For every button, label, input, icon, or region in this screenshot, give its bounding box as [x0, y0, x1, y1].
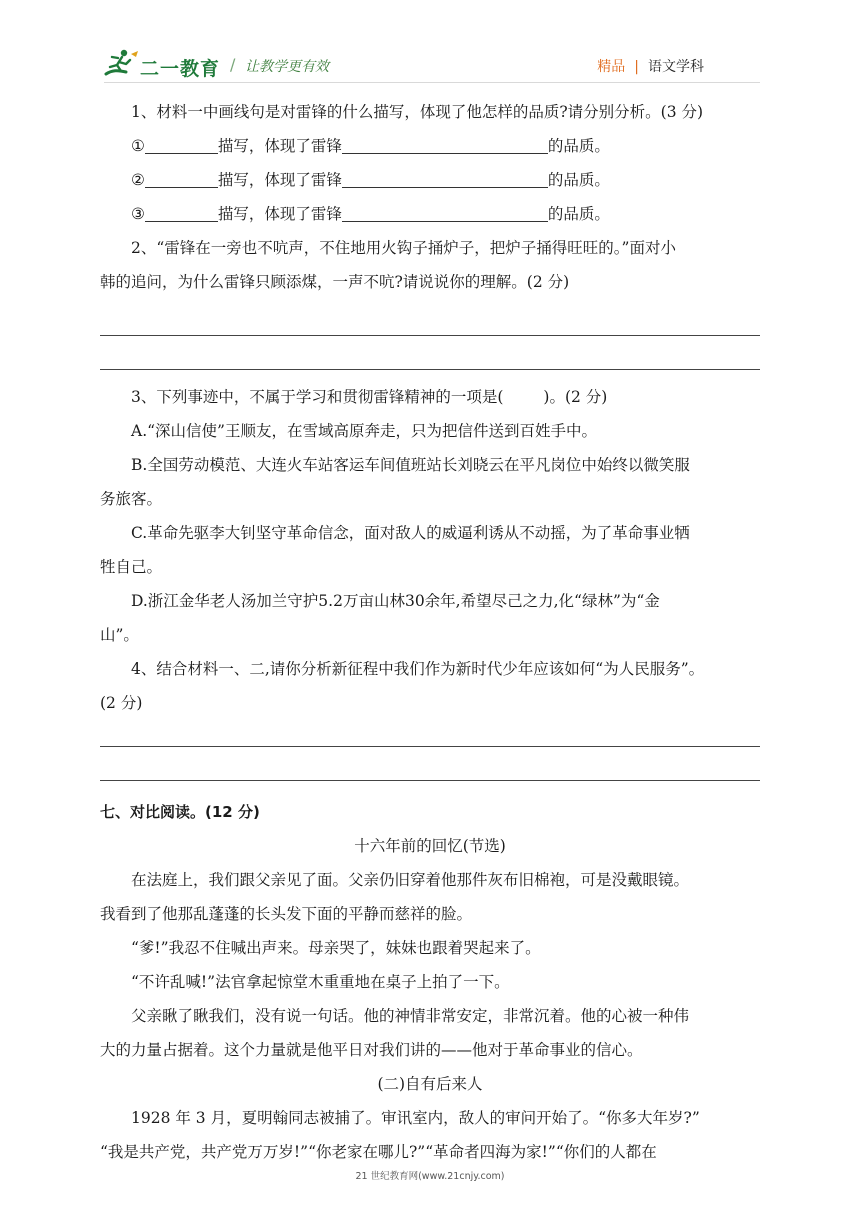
page-footer: 21 世纪教育网(www.21cnjy.com) [355, 1171, 505, 1182]
document-body [100, 95, 760, 1169]
row-number: ① [131, 137, 145, 155]
question-4-line-1: 4、结合材料一、二,请你分析新征程中我们作为新时代少年应该如何“为人民服务”。 [131, 660, 705, 678]
slogan: 让教学更有效 [245, 59, 329, 75]
premium-label: 精品 [597, 59, 626, 75]
subject-label: 语文学科 [648, 59, 704, 75]
row-end-text: 的品质。 [547, 205, 610, 223]
section-7-heading: 七、对比阅读。(12 分) [100, 803, 260, 821]
row-middle-text: 描写，体现了雷锋 [217, 171, 342, 189]
passage-2-para-1a: 1928 年 3 月，夏明翰同志被捕了。审讯室内，敌人的审问开始了。“你多大年岁?” [131, 1109, 700, 1127]
answer-blank[interactable] [145, 138, 218, 155]
row-number: ③ [131, 205, 145, 223]
question-3-stem-a: 3、下列事迹中，不属于学习和贯彻雷锋精神的一项是( [131, 388, 504, 406]
passage-2-para-1b: “我是共产党，共产党万万岁!”“你老家在哪儿?”“革命者四海为家!”“你们的人都在 [100, 1143, 657, 1161]
question-1-row-1 [100, 129, 760, 163]
header-divider: | [634, 59, 639, 75]
passage-1-para-3: “不许乱喊!”法官拿起惊堂木重重地在桌子上拍了一下。 [131, 973, 510, 991]
answer-blank[interactable] [342, 172, 548, 189]
option-d-line-2: 山”。 [100, 626, 139, 644]
answer-blank[interactable] [145, 172, 218, 189]
option-d-line-1: D.浙江金华老人汤加兰守护5.2万亩山林30余年,希望尽己之力,化“绿林”为“金 [131, 592, 660, 610]
option-c-line-1: C.革命先驱李大钊坚守革命信念，面对敌人的威逼利诱从不动摇，为了革命事业牺 [131, 524, 690, 542]
row-middle-text: 描写，体现了雷锋 [217, 205, 342, 223]
passage-1-para-2: “爹!”我忍不住喊出声来。母亲哭了，妹妹也跟着哭起来了。 [131, 939, 541, 957]
option-c-line-2: 牲自己。 [100, 558, 163, 576]
header-rule [104, 82, 760, 83]
answer-blank[interactable] [342, 138, 548, 155]
logo-text: 二一教育 [140, 58, 221, 80]
passage-1-title: 十六年前的回忆(节选) [354, 837, 506, 855]
row-middle-text: 描写，体现了雷锋 [217, 137, 342, 155]
passage-1-para-1a: 在法庭上，我们跟父亲见了面。父亲仍旧穿着他那件灰布旧棉袍，可是没戴眼镜。 [131, 871, 690, 889]
passage-2-title: (二)自有后来人 [377, 1075, 483, 1093]
slogan-separator: / [230, 55, 236, 74]
question-1-row-2 [100, 163, 760, 197]
passage-1-para-4a: 父亲瞅了瞅我们，没有说一句话。他的神情非常安定，非常沉着。他的心被一种伟 [131, 1007, 690, 1025]
option-b-line-1: B.全国劳动模范、大连火车站客运车间值班站长刘晓云在平凡岗位中始终以微笑服 [131, 456, 690, 474]
question-1-stem: 1、材料一中画线句是对雷锋的什么描写，体现了他怎样的品质?请分别分析。(3 分) [131, 103, 704, 121]
option-a: A.“深山信使”王顺友，在雪域高原奔走，只为把信件送到百姓手中。 [131, 422, 597, 440]
row-end-text: 的品质。 [547, 171, 610, 189]
page-header [0, 0, 860, 90]
option-b-line-2: 务旅客。 [100, 490, 163, 508]
question-2-line-1: 2、“雷锋在一旁也不吭声，不住地用火钩子捅炉子，把炉子捅得旺旺的。”面对小 [131, 239, 676, 257]
answer-blank[interactable] [342, 206, 548, 223]
row-number: ② [131, 171, 145, 189]
answer-blank[interactable] [145, 206, 218, 223]
header-right [597, 56, 704, 76]
question-3-stem-b: )。(2 分) [543, 388, 608, 406]
question-1-row-3 [100, 197, 760, 231]
row-end-text: 的品质。 [547, 137, 610, 155]
question-4-line-2: (2 分) [100, 694, 143, 712]
question-2-line-2: 韩的追问，为什么雷锋只顾添煤，一声不吭?请说说你的理解。(2 分) [100, 273, 570, 291]
question-3-stem [100, 380, 760, 414]
runner-logo-icon [104, 48, 140, 78]
passage-1-para-1b: 我看到了他那乱蓬蓬的长头发下面的平静而慈祥的脸。 [100, 905, 473, 923]
passage-1-para-4b: 大的力量占据着。这个力量就是他平日对我们讲的——他对于革命事业的信心。 [100, 1041, 643, 1059]
